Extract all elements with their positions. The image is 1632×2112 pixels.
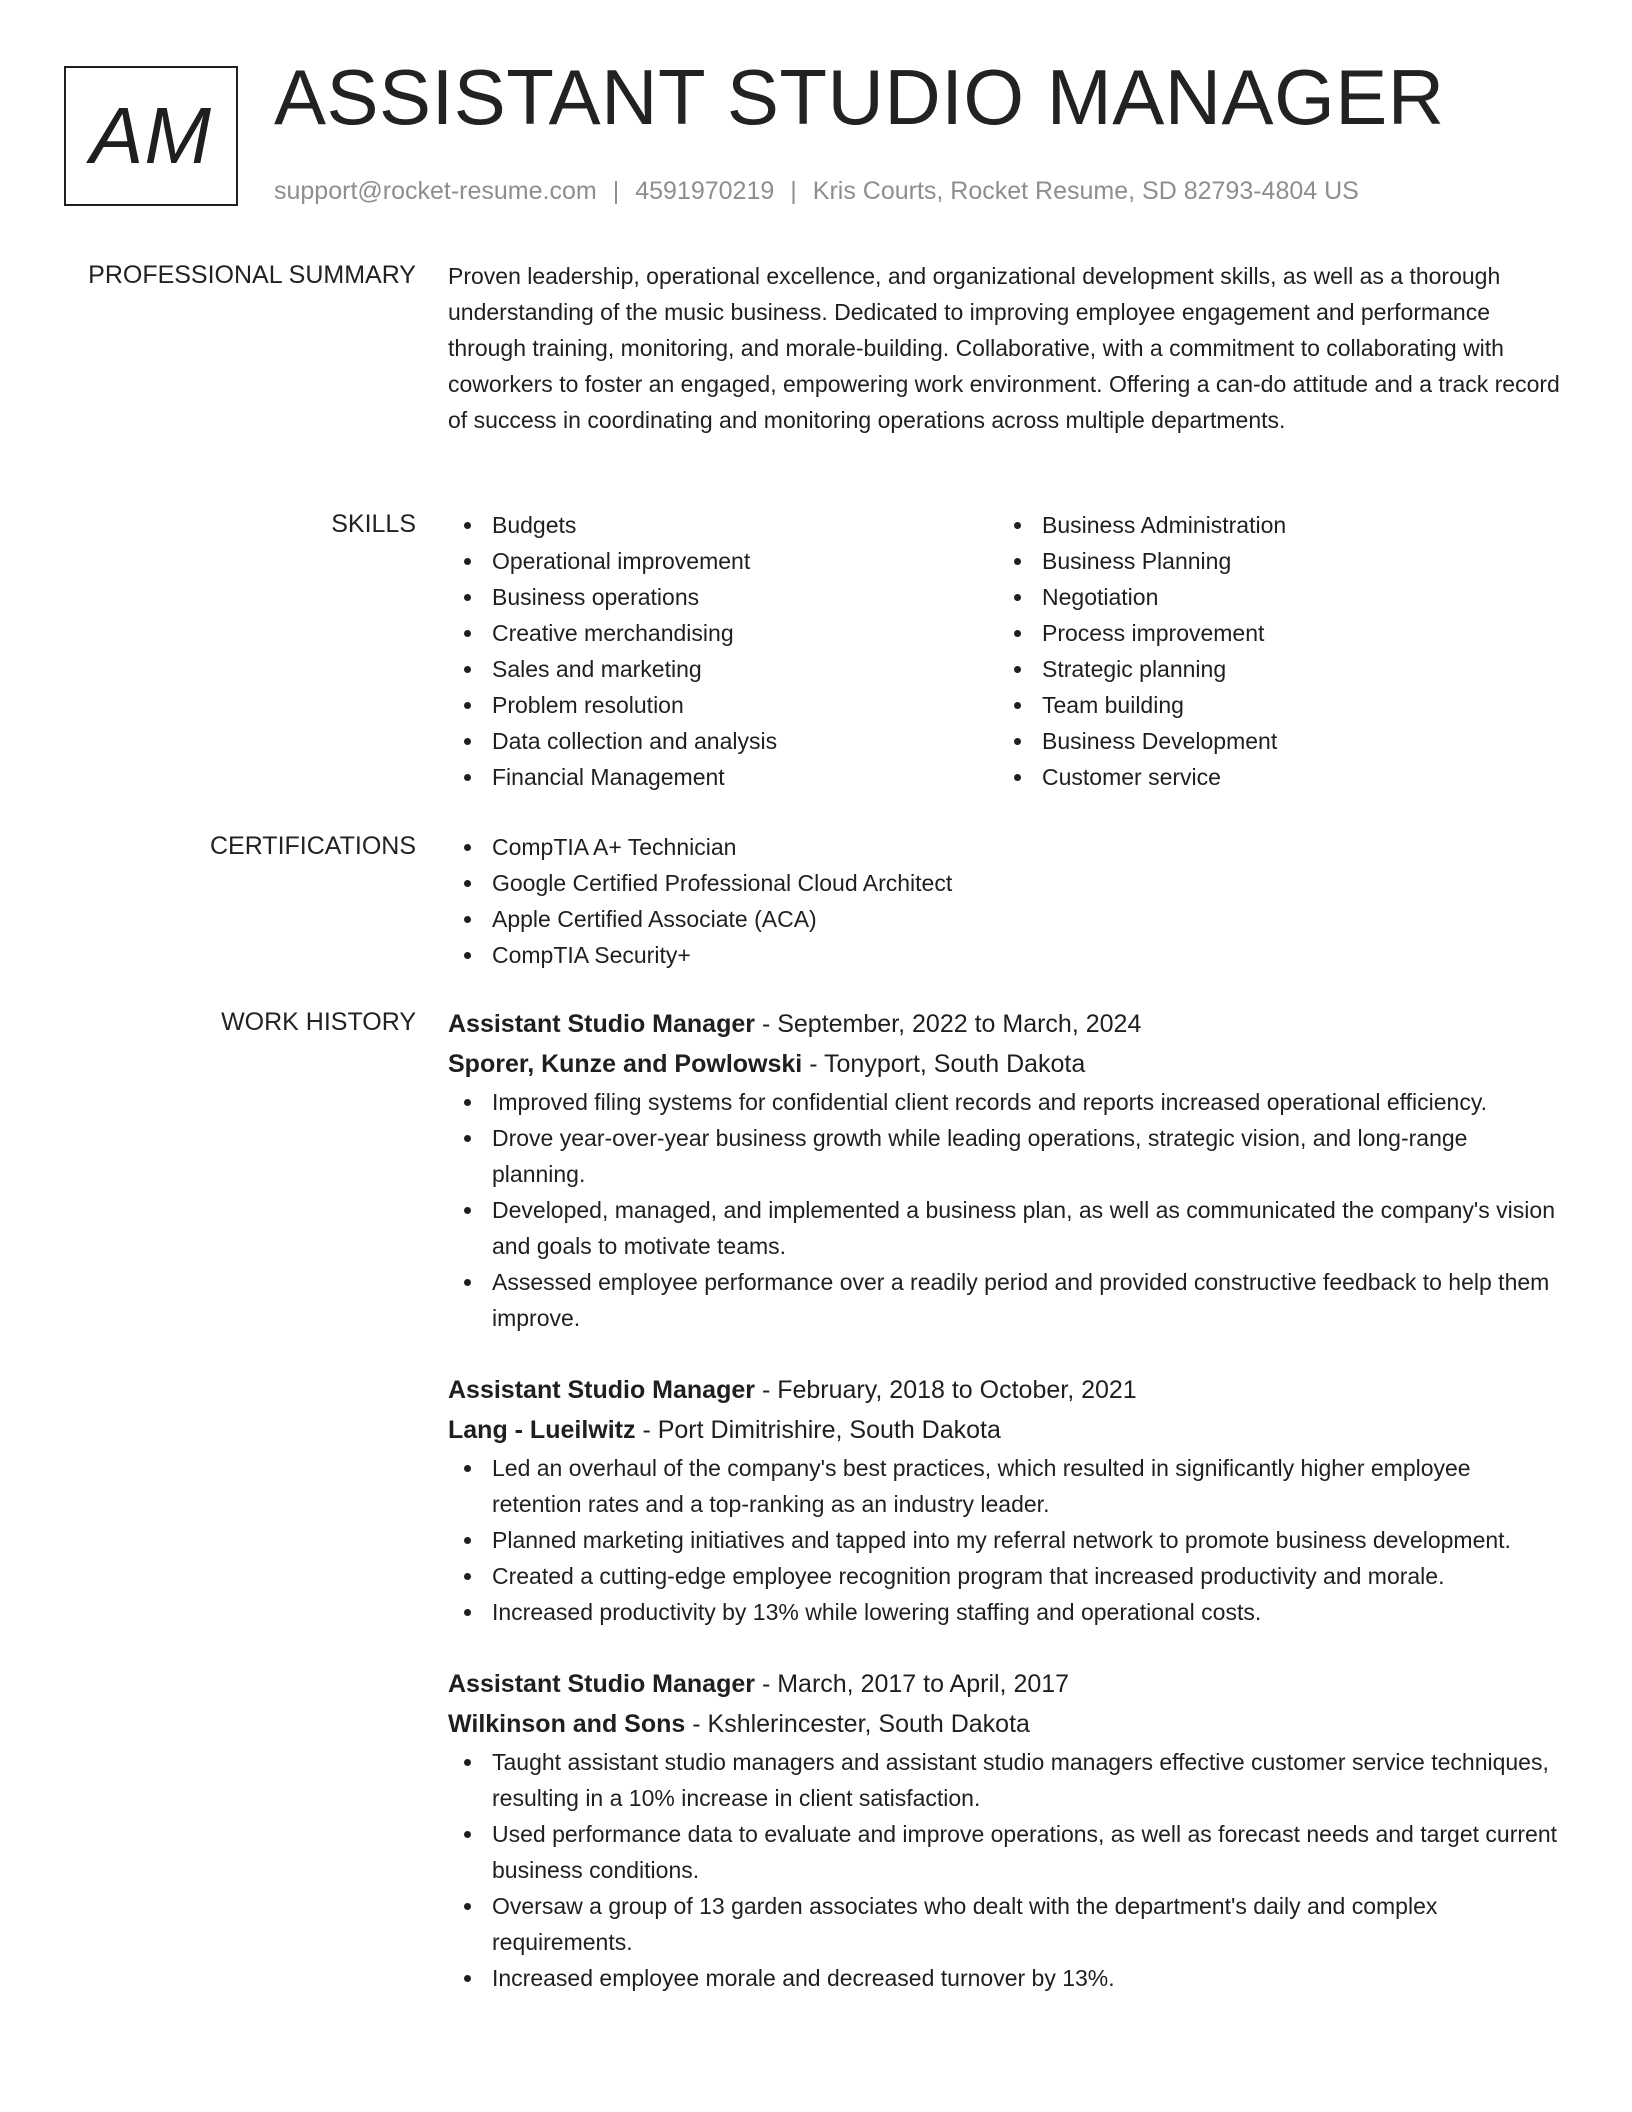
job-company-line	[448, 1044, 1564, 1084]
skill-item: Data collection and analysis	[448, 723, 998, 759]
skill-item: Creative merchandising	[448, 615, 998, 651]
job-dash: -	[755, 1010, 778, 1038]
job-company: Lang - Lueilwitz	[448, 1416, 636, 1444]
certification-item: Google Certified Professional Cloud Architect	[448, 865, 1564, 901]
job-dates: February, 2018 to October, 2021	[777, 1376, 1137, 1404]
skill-item: Operational improvement	[448, 543, 998, 579]
skills-columns	[448, 507, 1564, 795]
job-entry	[448, 1004, 1564, 1336]
certification-item: CompTIA A+ Technician	[448, 829, 1564, 865]
skill-item: Problem resolution	[448, 687, 998, 723]
section-title-certifications: CERTIFICATIONS	[209, 832, 416, 860]
contact-address: Kris Courts, Rocket Resume, SD 82793-4804 US	[812, 177, 1359, 205]
job-dash: -	[685, 1710, 708, 1738]
summary-text: Proven leadership, operational excellence, and organizational development skills, as well as a thorough understanding of the music business. Dedicated to improving employee engagement and performance through training, monitoring, and morale-building. Collaborative, with a commitment to collaborating with coworkers to foster an engaged, empowering work environment. Offering a can-do attitude and a track record of success in coordinating and monitoring operations across multiple departments.	[448, 263, 1560, 433]
skill-item: Process improvement	[998, 615, 1548, 651]
job-bullet: Assessed employee performance over a readily period and provided constructive feedback to help them improve.	[448, 1264, 1564, 1336]
job-dash: -	[755, 1376, 778, 1404]
skill-item: Team building	[998, 687, 1548, 723]
skill-item: Financial Management	[448, 759, 998, 795]
contact-phone[interactable]: 4591970219	[635, 177, 775, 205]
skill-item: Customer service	[998, 759, 1548, 795]
summary-body	[448, 258, 1564, 438]
job-dash: -	[755, 1670, 778, 1698]
job-bullet: Increased productivity by 13% while lowering staffing and operational costs.	[448, 1594, 1564, 1630]
skills-list-right	[998, 507, 1548, 795]
skill-item: Business Administration	[998, 507, 1548, 543]
job-bullet: Increased employee morale and decreased turnover by 13%.	[448, 1960, 1564, 1996]
job-bullet-list	[448, 1084, 1564, 1336]
certification-item: Apple Certified Associate (ACA)	[448, 901, 1564, 937]
job-company-line	[448, 1704, 1564, 1744]
job-company: Sporer, Kunze and Powlowski	[448, 1050, 803, 1078]
job-location: Port Dimitrishire, South Dakota	[657, 1416, 1001, 1444]
job-bullet: Improved filing systems for confidential client records and reports increased operational efficiency.	[448, 1084, 1564, 1120]
job-entry	[448, 1664, 1564, 1996]
job-bullet: Used performance data to evaluate and improve operations, as well as forecast needs and target current business conditions.	[448, 1816, 1564, 1888]
skill-item: Business Development	[998, 723, 1548, 759]
skills-body	[448, 507, 1564, 795]
job-company-line	[448, 1410, 1564, 1450]
skill-item: Budgets	[448, 507, 998, 543]
contact-separator: |	[790, 177, 797, 205]
monogram-logo	[64, 66, 238, 206]
skill-item: Business Planning	[998, 543, 1548, 579]
job-location: Tonyport, South Dakota	[824, 1050, 1086, 1078]
job-title-line	[448, 1004, 1564, 1044]
contact-separator: |	[612, 177, 620, 205]
job-dates: September, 2022 to March, 2024	[777, 1010, 1142, 1038]
job-bullet-list	[448, 1450, 1564, 1630]
job-entry	[448, 1370, 1564, 1630]
job-bullet: Created a cutting-edge employee recognition program that increased productivity and morale.	[448, 1558, 1564, 1594]
section-title-summary: PROFESSIONAL SUMMARY	[88, 261, 416, 289]
job-title-line	[448, 1370, 1564, 1410]
job-role: Assistant Studio Manager	[448, 1376, 755, 1404]
job-bullet: Planned marketing initiatives and tapped into my referral network to promote business development.	[448, 1522, 1564, 1558]
job-title-line	[448, 1664, 1564, 1704]
job-bullet: Led an overhaul of the company's best practices, which resulted in significantly higher employee retention rates and a top-ranking as an industry leader.	[448, 1450, 1564, 1522]
skill-item: Business operations	[448, 579, 998, 615]
resume-title: ASSISTANT STUDIO MANAGER	[274, 53, 1445, 141]
job-role: Assistant Studio Manager	[448, 1670, 755, 1698]
job-location: Kshlerincester, South Dakota	[707, 1710, 1030, 1738]
job-bullet: Oversaw a group of 13 garden associates who dealt with the department's daily and complex requirements.	[448, 1888, 1564, 1960]
job-bullet: Developed, managed, and implemented a business plan, as well as communicated the company's vision and goals to motivate teams.	[448, 1192, 1564, 1264]
work-history-body	[448, 1004, 1564, 2030]
job-dates: March, 2017 to April, 2017	[777, 1670, 1070, 1698]
job-dash: -	[635, 1416, 658, 1444]
certifications-list	[448, 829, 1564, 973]
job-bullet: Taught assistant studio managers and assistant studio managers effective customer service techniques, resulting in a 10% increase in client satisfaction.	[448, 1744, 1564, 1816]
certifications-body	[448, 829, 1564, 973]
job-bullet: Drove year-over-year business growth while leading operations, strategic vision, and long-range planning.	[448, 1120, 1564, 1192]
skill-item: Strategic planning	[998, 651, 1548, 687]
section-title-skills: SKILLS	[331, 510, 416, 538]
certification-item: CompTIA Security+	[448, 937, 1564, 973]
job-dash: -	[802, 1050, 825, 1078]
contact-line	[274, 176, 1359, 206]
skills-list-left	[448, 507, 998, 795]
job-company: Wilkinson and Sons	[448, 1710, 686, 1738]
skill-item: Sales and marketing	[448, 651, 998, 687]
job-bullet-list	[448, 1744, 1564, 1996]
contact-email[interactable]: support@rocket-resume.com	[274, 177, 597, 205]
monogram-initials: AM	[90, 91, 212, 180]
job-role: Assistant Studio Manager	[448, 1010, 755, 1038]
skill-item: Negotiation	[998, 579, 1548, 615]
section-title-work-history: WORK HISTORY	[221, 1008, 416, 1036]
